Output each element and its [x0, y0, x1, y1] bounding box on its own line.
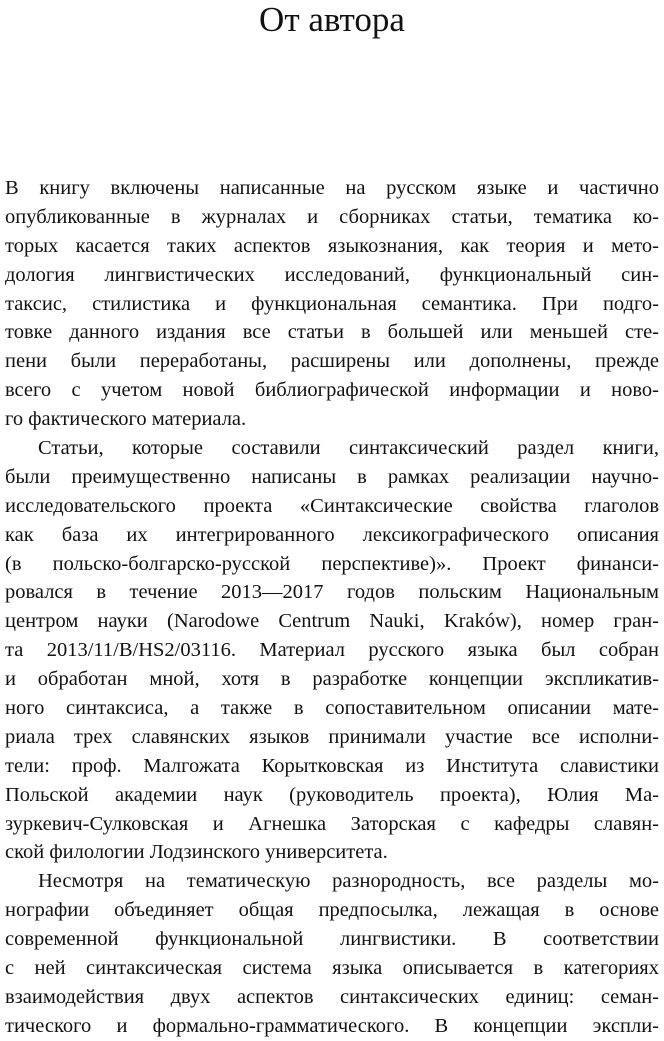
text-line: современной функциональной лингвистики. В соответствии [5, 928, 659, 951]
text-line: та 2013/11/B/HS2/03116. Материал русского языка был собран [5, 639, 659, 662]
text-line: Несмотря на тематическую разнородность, все разделы мо- [38, 870, 659, 893]
page-title: От автора [259, 0, 405, 39]
text-line: нографии объединяет общая предпосылка, лежащая в основе [5, 899, 659, 922]
text-line: зуркевич-Сулковская и Агнешка Заторская с кафедры славян- [5, 812, 659, 835]
text-line: взаимодействия двух аспектов синтаксических единиц: семан- [5, 985, 659, 1008]
text-line: пени были переработаны, расширены или дополнены, прежде [5, 350, 659, 373]
body-text [5, 174, 659, 1041]
text-line: В книгу включены написанные на русском языке и частично [5, 177, 659, 199]
text-line: тического и формально-грамматического. В концепции экспли- [5, 1014, 659, 1037]
text-line: и обработан мной, хотя в разработке концепции экспликатив- [5, 668, 659, 691]
text-line: Польской академии наук (руководитель проекта), Юлия Ма- [5, 783, 659, 806]
text-line: товке данного издания все статьи в большей или меньшей сте- [5, 321, 659, 344]
text-line: торых касается таких аспектов языкознания, как теория и мето- [5, 234, 659, 257]
text-line: го фактического материала. [5, 408, 247, 431]
text-line: всего с учетом новой библиографической информации и ново- [5, 379, 659, 402]
text-line: таксис, стилистика и функциональная семантика. При подго- [5, 292, 659, 315]
text-line: ного синтаксиса, а также в сопоставительном описании мате- [5, 697, 659, 720]
text-line: как база их интегрированного лексикографического описания [5, 523, 659, 546]
text-line: с ней синтаксическая система языка описывается в категориях [5, 957, 659, 980]
text-line: опубликованные в журналах и сборниках статьи, тематика ко- [5, 205, 659, 228]
text-line: исследовательского проекта «Синтаксические свойства глаголов [5, 494, 659, 517]
text-line: риала трех славянских языков принимали участие все исполни- [5, 725, 659, 748]
text-line: ской филологии Лодзинского университета. [5, 841, 388, 864]
text-line: дология лингвистических исследований, функциональный син- [5, 263, 659, 286]
text-line: Статьи, которые составили синтаксический раздел книги, [38, 437, 659, 460]
text-line: тели: проф. Малгожата Корытковская из Института славистики [5, 754, 659, 777]
text-line: (в польско-болгарско-русской перспективе)». Проект финанси- [5, 552, 659, 575]
text-line: были преимущественно написаны в рамках реализации научно- [5, 465, 659, 488]
text-line: центром науки (Narodowe Centrum Nauki, Kraków), номер гран- [5, 610, 659, 633]
text-line: ровался в течение 2013—2017 годов польским Национальным [5, 581, 659, 604]
